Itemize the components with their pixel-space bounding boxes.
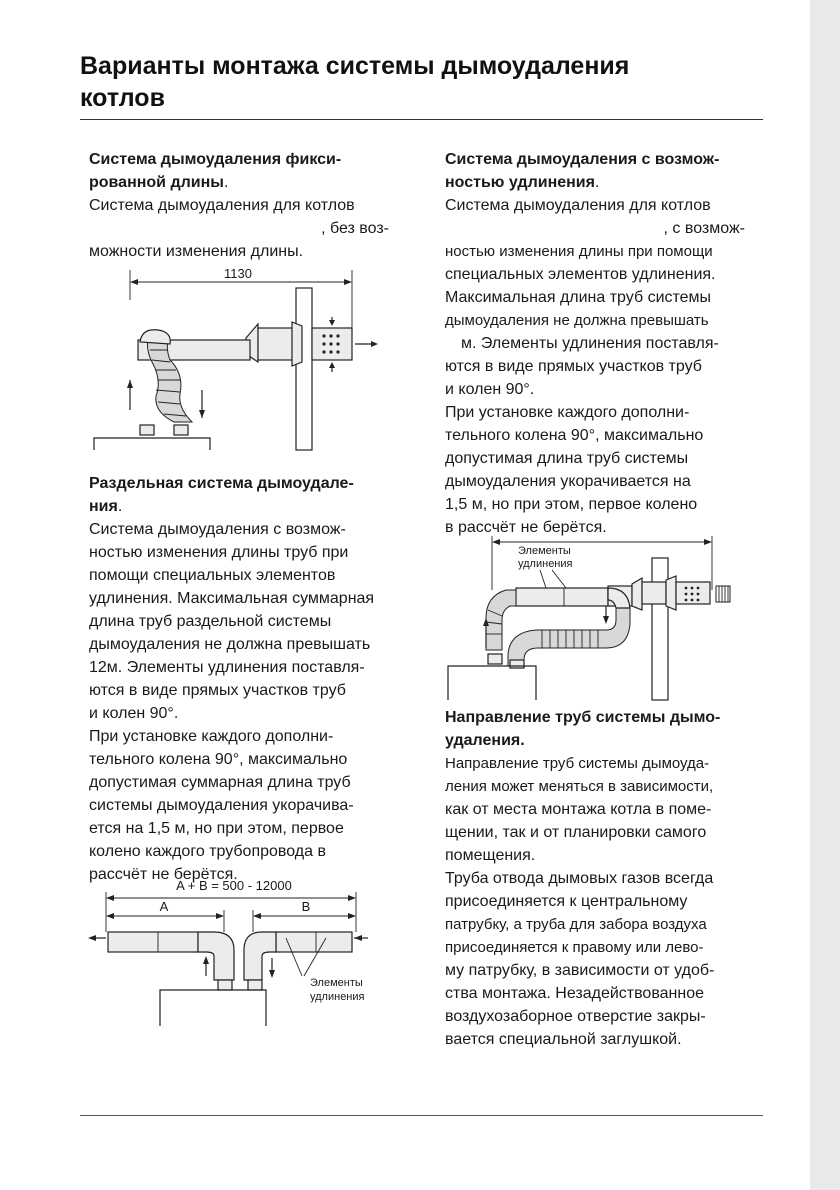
- body-line: Система дымоудаления с возмож-: [89, 521, 346, 538]
- body-line: системы дымоудаления укорачива-: [89, 797, 354, 814]
- pipe-left: [108, 932, 198, 952]
- body-line: ется на 1,5 м, но при этом, первое: [89, 820, 344, 837]
- callout-text: Элементы: [518, 545, 571, 557]
- body-line: вается специальной заглушкой.: [445, 1031, 682, 1048]
- body-line: можности изменения длины.: [89, 243, 304, 260]
- body-line: специальных элементов удлинения.: [445, 266, 716, 283]
- footer-divider: [80, 1115, 763, 1116]
- pipe-through-wall: [642, 582, 666, 604]
- body-line: , без воз-: [321, 220, 389, 237]
- body-line: 12м. Элементы удлинения поставля-: [89, 659, 365, 676]
- body-line: Направление труб системы дымоуда-: [445, 755, 710, 772]
- body-line: му патрубку, в зависимости от удоб-: [445, 962, 715, 979]
- callout-text: удлинения: [518, 558, 573, 570]
- body-line: м. Элементы удлинения поставля-: [461, 335, 719, 352]
- section-body: [89, 518, 389, 886]
- body-line: ления может меняться в зависимости,: [445, 778, 714, 795]
- section-heading: [445, 148, 745, 194]
- callout-leader: [540, 570, 546, 588]
- body-line: ства монтажа. Незадействованное: [445, 985, 705, 1002]
- body-line: При установке каждого дополни-: [445, 404, 690, 421]
- body-line: в рассчёт не берётся.: [445, 519, 607, 536]
- figure-separate-system-diagram: [86, 876, 386, 1026]
- body-line: тельного колена 90°, максимально: [89, 751, 348, 768]
- heading-line: Направление труб системы дымо-: [445, 709, 721, 726]
- elbow: [140, 330, 170, 344]
- section-body: [445, 194, 745, 539]
- section-fixed-length: [89, 148, 389, 263]
- dimension-label-a: A: [159, 899, 169, 914]
- body-line: ются в виде прямых участков труб: [445, 358, 702, 375]
- body-line: тельного колена 90°, максимально: [445, 427, 704, 444]
- section-heading: [89, 472, 389, 518]
- page-edge-strip: [810, 0, 840, 1190]
- body-line: Максимальная длина труб системы: [445, 289, 712, 306]
- flexible-duct: [508, 608, 630, 666]
- elbow-left: [198, 932, 234, 980]
- boiler-collar: [218, 980, 232, 990]
- body-line: дымоудаления не должна превышать: [445, 312, 709, 329]
- dimension-formula: A + B = 500 - 12000: [176, 878, 292, 893]
- body-line: Система дымоудаления для котлов: [445, 197, 711, 214]
- boiler-outline: [448, 666, 536, 700]
- extension-pipe: [516, 588, 608, 606]
- terminal-vents: [685, 587, 700, 602]
- dimension-arrow: [130, 279, 138, 285]
- heading-line: Система дымоудаления с возмож-: [445, 151, 720, 168]
- callout-text: удлинения: [310, 991, 365, 1003]
- body-line: Система дымоудаления для котлов: [89, 197, 355, 214]
- boiler-outline: [94, 438, 210, 450]
- dimension-label-b: B: [301, 899, 311, 914]
- body-line: ются в виде прямых участков труб: [89, 682, 346, 699]
- boiler-collar: [140, 425, 154, 435]
- heading-line: ностью удлинения: [445, 174, 595, 191]
- body-line: и колен 90°.: [89, 705, 179, 722]
- header-divider: [80, 119, 763, 120]
- body-line: патрубку, а труба для забора воздуха: [445, 916, 707, 933]
- boiler-outline: [160, 990, 266, 1026]
- callout-text: Элементы: [310, 977, 363, 989]
- section-extendable: [445, 148, 745, 539]
- body-line: допустимая суммарная длина труб: [89, 774, 351, 791]
- body-line: ностью изменения длины труб при: [89, 544, 349, 561]
- figure-fixed-length-diagram: [90, 266, 390, 450]
- heading-dot: .: [594, 174, 600, 191]
- dimension-arrow: [344, 279, 352, 285]
- body-line: ностью изменения длины при помощи: [445, 243, 713, 260]
- body-line: допустимая длина труб системы: [445, 450, 689, 467]
- body-line: 1,5 м, но при этом, первое колено: [445, 496, 698, 513]
- body-line: дымоудаления укорачивается на: [445, 473, 691, 490]
- body-line: Труба отвода дымовых газов всегда: [445, 870, 714, 887]
- body-line: щении, так и от планировки самого: [445, 824, 707, 841]
- wall: [652, 558, 668, 700]
- boiler-collar: [248, 980, 262, 990]
- section-pipe-direction: [445, 706, 745, 1051]
- inner-flange: [292, 322, 302, 366]
- body-line: как от места монтажа котла в поме-: [445, 801, 712, 818]
- body-line: При установке каждого дополни-: [89, 728, 334, 745]
- boiler-collar: [174, 425, 188, 435]
- wall: [296, 288, 312, 450]
- section-separate-system: [89, 472, 389, 886]
- page-title: [80, 50, 780, 114]
- heading-line: рованной длины: [89, 174, 224, 191]
- body-line: рассчёт не берётся.: [89, 866, 238, 883]
- body-line: , с возмож-: [663, 220, 745, 237]
- outer-flange: [666, 576, 676, 610]
- heading-line: Система дымоудаления фикси-: [89, 151, 342, 168]
- body-line: длина труб раздельной системы: [89, 613, 332, 630]
- body-line: удлинения. Максимальная суммарная: [89, 590, 375, 607]
- boiler-collar: [488, 654, 502, 664]
- boiler-collar: [510, 660, 524, 668]
- page-title-line-2: котлов: [80, 84, 165, 112]
- flexible-elbow-left: [486, 590, 516, 650]
- heading-dot: .: [223, 174, 229, 191]
- body-line: колено каждого трубопровода в: [89, 843, 326, 860]
- heading-line: Раздельная система дымоудале-: [89, 475, 354, 492]
- dimension-label: 1130: [224, 266, 252, 281]
- wall-flange: [632, 578, 642, 610]
- heading-line: ния: [89, 498, 118, 515]
- body-line: воздухозаборное отверстие закры-: [445, 1008, 706, 1025]
- body-line: помещения.: [445, 847, 536, 864]
- body-line: присоединяется к центральному: [445, 893, 688, 910]
- section-body: [445, 752, 745, 1051]
- heading-line: удаления.: [445, 732, 525, 749]
- body-line: присоединяется к правому или лево-: [445, 939, 704, 956]
- body-line: и колен 90°.: [445, 381, 535, 398]
- heading-dot: .: [117, 498, 123, 515]
- section-body: [89, 194, 389, 263]
- section-heading: [89, 148, 389, 194]
- section-heading: [445, 706, 745, 752]
- callout-leader: [552, 570, 566, 588]
- body-line: помощи специальных элементов: [89, 567, 336, 584]
- page-title-line-1: Варианты монтажа системы дымоудаления: [80, 52, 630, 80]
- body-line: дымоудаления не должна превышать: [89, 636, 371, 653]
- figure-extendable-diagram: [446, 530, 746, 700]
